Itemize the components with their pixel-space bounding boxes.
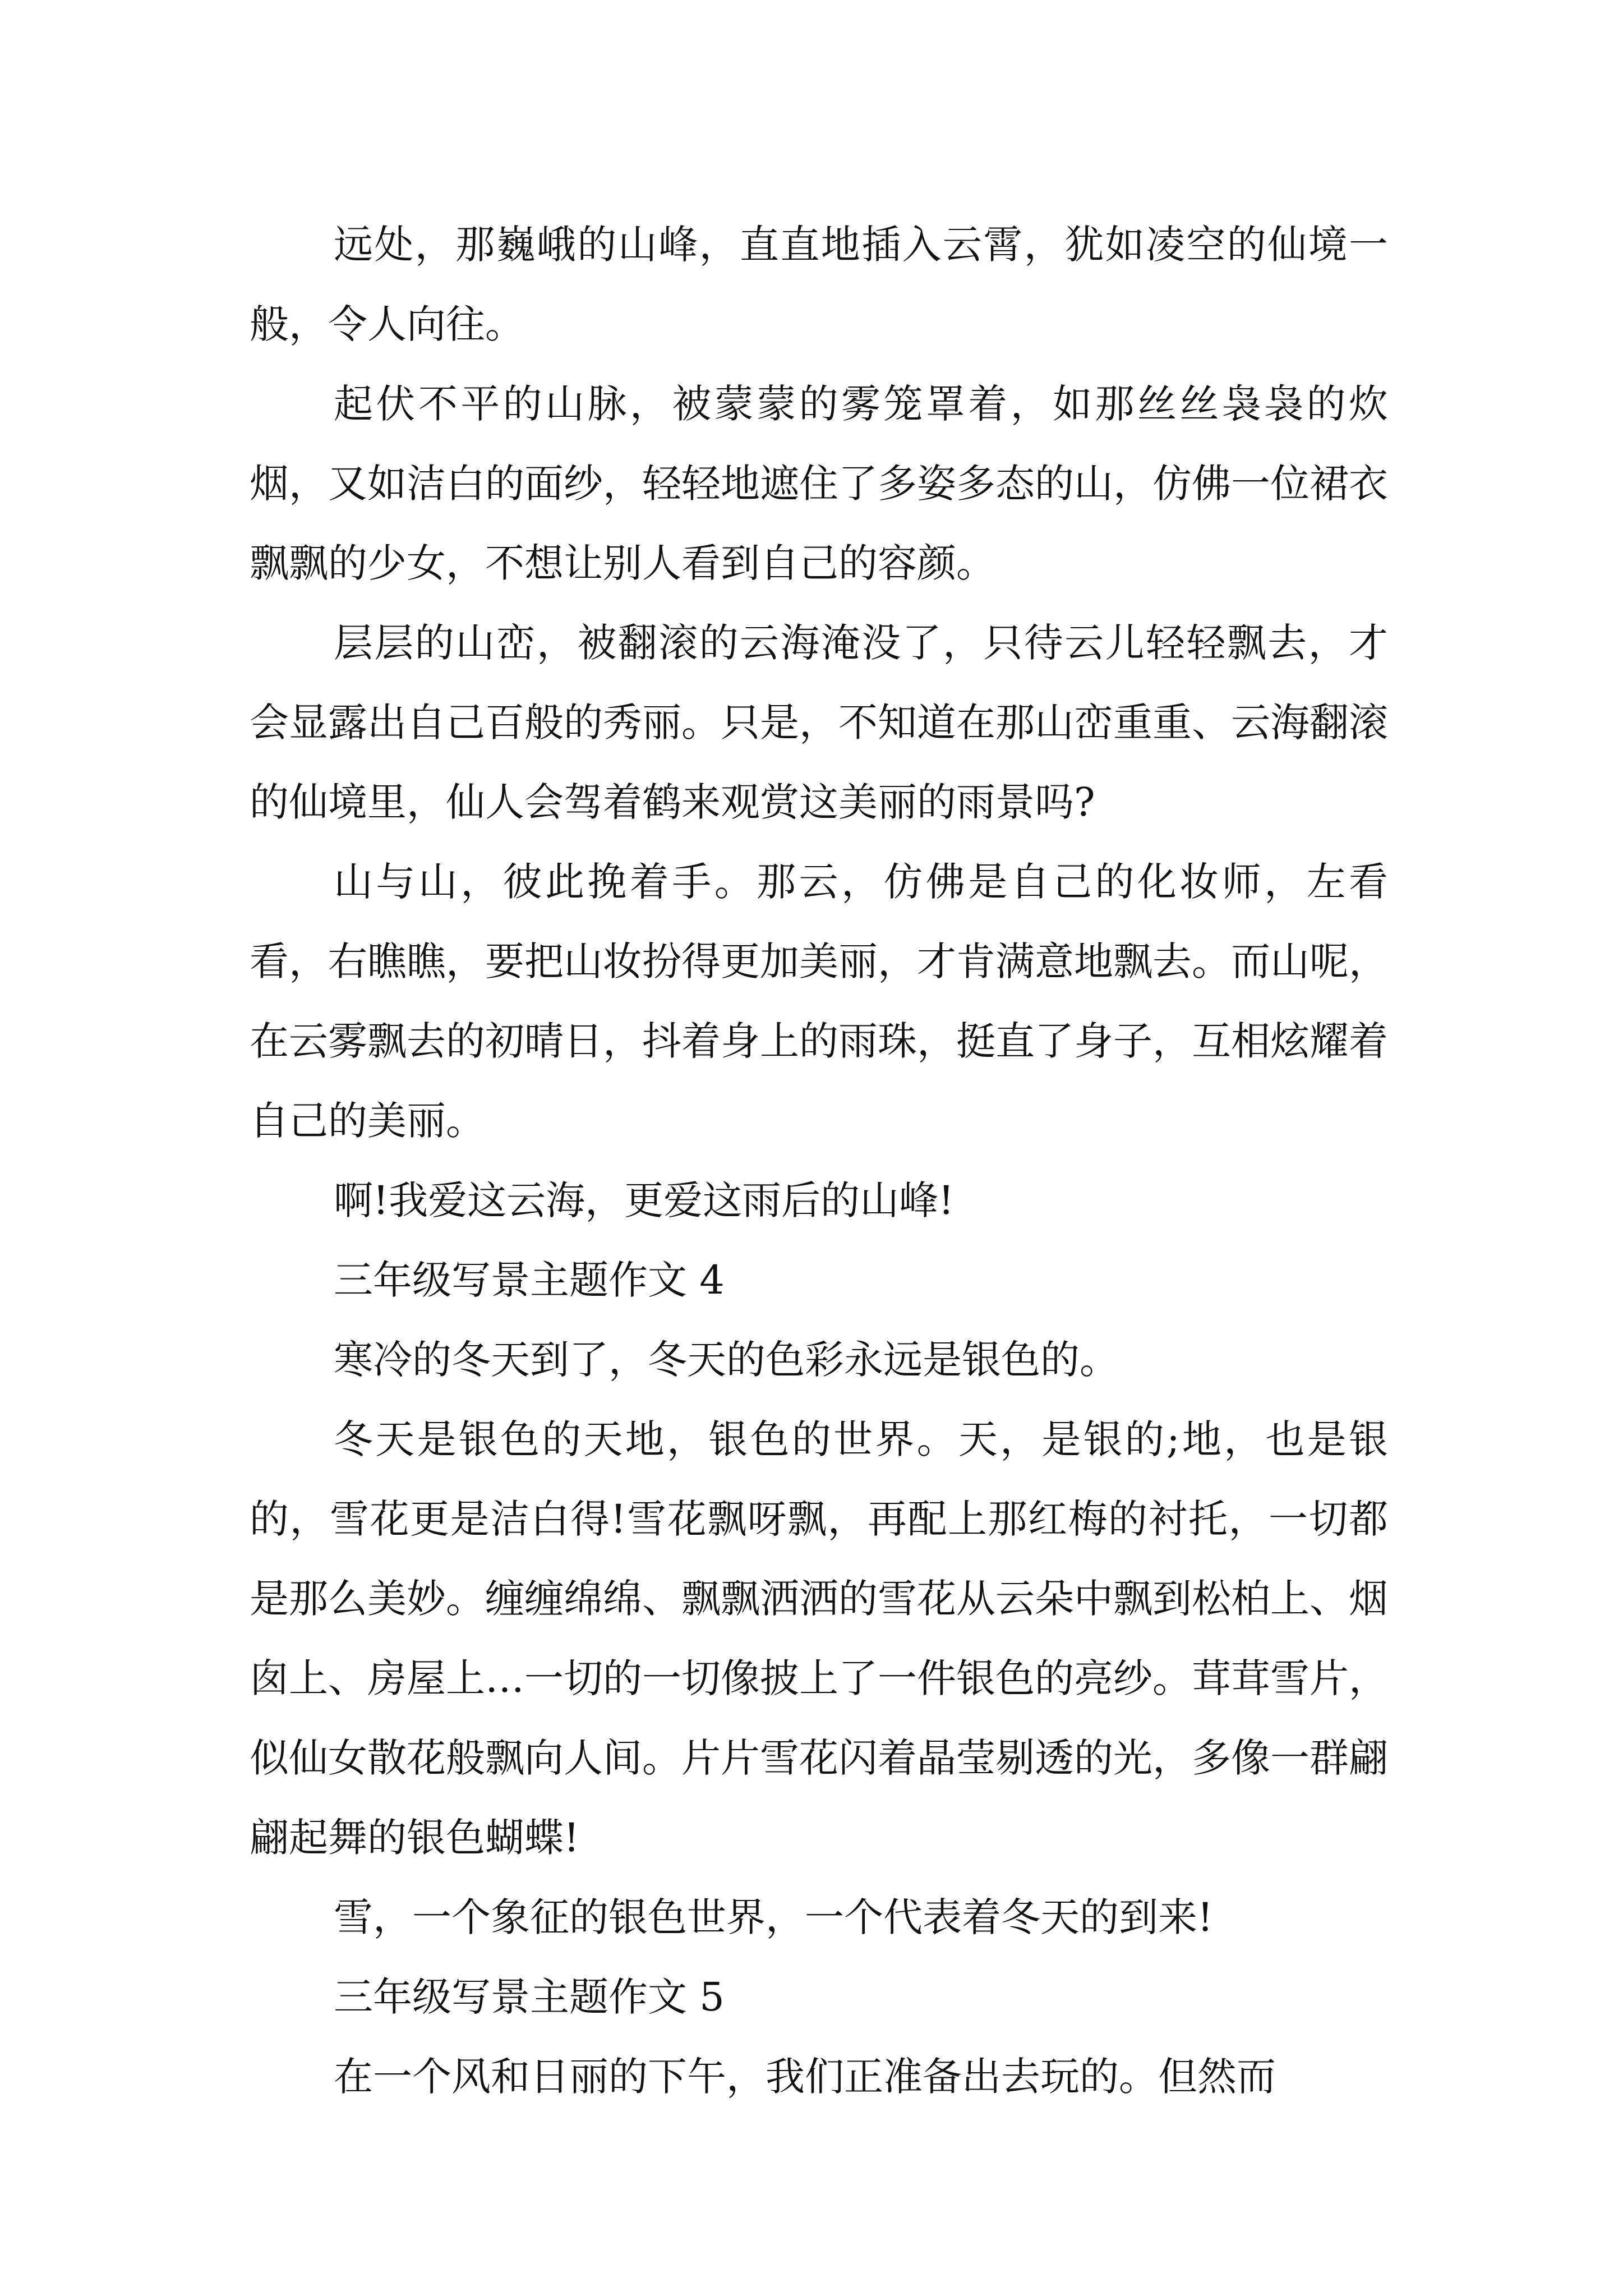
paragraph-sunny-afternoon: 在一个风和日丽的下午，我们正准备出去玩的。但然而 bbox=[334, 2054, 1276, 2100]
paragraph-distant-peaks: 远处，那巍峨的山峰，直直地插入云霄，犹如凌空的仙境一般，令人向往。 bbox=[250, 222, 1388, 347]
paragraph-sea-of-clouds: 层层的山峦，被翻滚的云海淹没了，只待云儿轻轻飘去，才会显露出自己百般的秀丽。只是，不知道在那山峦重重、云海翻滚的仙境里，仙人会驾着鹤来观赏这美丽的雨景吗? bbox=[250, 620, 1388, 825]
paragraph-snow-symbol: 雪，一个象征的银色世界，一个代表着冬天的到来! bbox=[334, 1894, 1214, 1940]
paragraph-mountains-hand-in-hand: 山与山，彼此挽着手。那云，仿佛是自己的化妆师，左看看，右瞧瞧，要把山妆扮得更加美丽，才肯满意地飘去。而山呢，在云雾飘去的初晴日，抖着身上的雨珠，挺直了身子，互相炫耀着自己的美丽。 bbox=[250, 859, 1388, 1144]
essay-body bbox=[250, 205, 1388, 2116]
essay-heading-4: 三年级写景主题作文 4 bbox=[334, 1257, 725, 1303]
paragraph-silver-world: 冬天是银色的天地，银色的世界。天，是银的;地，也是银的，雪花更是洁白得!雪花飘呀飘，再配上那红梅的衬托，一切都是那么美妙。缠缠绵绵、飘飘洒洒的雪花从云朵中飘到松柏上、烟囱上、房屋上…一切的一切像披上了一件银色的亮纱。茸茸雪片，似仙女散花般飘向人间。片片雪花闪着晶莹剔透的光，多像一群翩翩起舞的银色蝴蝶! bbox=[250, 1416, 1388, 1861]
paragraph-winter-arrives: 寒冷的冬天到了，冬天的色彩永远是银色的。 bbox=[334, 1337, 1119, 1383]
paragraph-exclamation: 啊!我爱这云海，更爱这雨后的山峰! bbox=[334, 1177, 955, 1223]
essay-heading-5: 三年级写景主题作文 5 bbox=[334, 1974, 725, 2020]
paragraph-misty-mountains: 起伏不平的山脉，被蒙蒙的雾笼罩着，如那丝丝袅袅的炊烟，又如洁白的面纱，轻轻地遮住了多姿多态的山，仿佛一位裙衣飘飘的少女，不想让别人看到自己的容颜。 bbox=[250, 381, 1388, 586]
